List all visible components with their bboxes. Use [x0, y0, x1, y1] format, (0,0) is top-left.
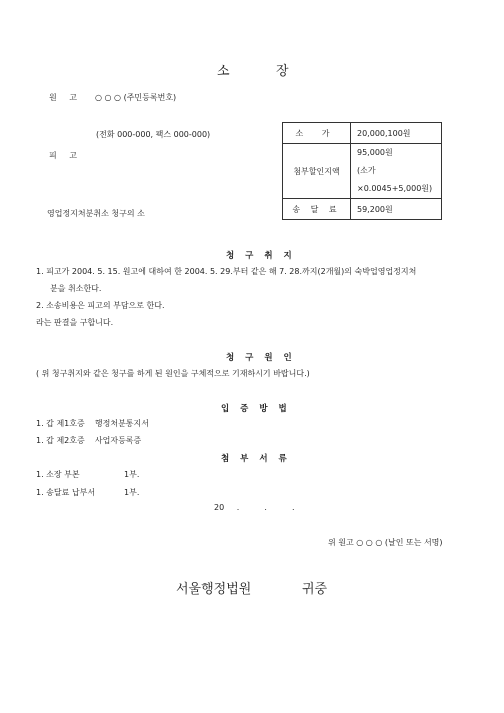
- attachment-1-name: 1. 소장 부본: [36, 470, 80, 479]
- stamp-fee-formula: (소가×0.0045+5,000원): [357, 166, 433, 193]
- claim-amount-value: 20,000,100원: [351, 123, 442, 144]
- phone-fax: (전화 000-000, 팩스 000-000): [96, 130, 211, 139]
- claim-item-2: 2. 소송비용은 피고의 부담으로 한다.: [36, 301, 165, 310]
- attachments-heading: 첨 부 서 류: [221, 454, 291, 464]
- service-fee-value: 59,200원: [351, 199, 442, 220]
- claim-item-1-line2: 분을 취소한다.: [50, 284, 102, 293]
- claim-item-1-line1: 1. 피고가 2004. 5. 15. 원고에 대하여 한 2004. 5. 29.부터 같은 해 7. 28.까지(2개월)의 숙박업영업정지처: [36, 267, 417, 276]
- claim-heading: 청 구 취 지: [226, 251, 296, 261]
- document-title-left: 소: [217, 64, 230, 79]
- attachment-1-qty: 1부.: [124, 470, 140, 479]
- date-line: 20 . . .: [214, 503, 295, 512]
- plaintiff-label: 원 고: [49, 93, 82, 102]
- service-fee-label: 송 달 료: [283, 199, 351, 220]
- claim-amount-label: 소 가: [283, 123, 351, 144]
- evidence-heading: 입 증 방 법: [221, 404, 291, 414]
- cause-text: ( 위 청구취지와 같은 청구를 하게 된 원인을 구체적으로 기재하시기 바랍니다.): [36, 369, 310, 378]
- fee-table: [282, 122, 442, 220]
- plaintiff-name: ○ ○ ○ (주민등록번호): [95, 93, 177, 102]
- evidence-item-2: 1. 갑 제2호증 사업자등록증: [36, 436, 142, 445]
- attachment-2-name: 1. 송달료 납부서: [36, 488, 96, 497]
- claim-conclusion: 라는 판결을 구합니다.: [36, 318, 114, 327]
- court-name: 서울행정법원: [176, 582, 252, 597]
- case-name: 영업정지처분취소 청구의 소: [47, 209, 145, 218]
- document-title-right: 장: [276, 64, 289, 79]
- fee-row-amount: [283, 123, 442, 144]
- court-suffix: 귀중: [302, 582, 328, 597]
- fee-row-service: [283, 199, 442, 220]
- attachment-2-qty: 1부.: [124, 488, 140, 497]
- evidence-item-1: 1. 갑 제1호증 행정처분통지서: [36, 419, 149, 428]
- signature-line: 위 원고 ○ ○ ○ (날인 또는 서명): [328, 538, 443, 547]
- stamp-fee-amount: 95,000원: [357, 148, 393, 157]
- stamp-fee-label: 첨부할인지액: [283, 144, 351, 199]
- cause-heading: 청 구 원 인: [226, 353, 296, 363]
- defendant-label: 피 고: [49, 151, 82, 160]
- stamp-fee-value: [351, 144, 442, 199]
- fee-row-stamp: [283, 144, 442, 199]
